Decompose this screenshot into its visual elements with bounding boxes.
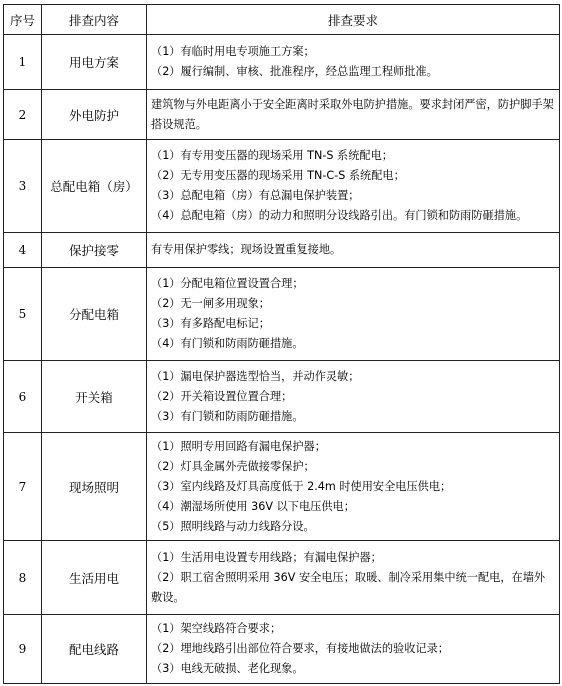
row-requirement <box>147 433 560 541</box>
requirement-line: （4）总配电箱（房）的动力和照明分设线路引出。有门锁和防雨防砸措施。 <box>151 209 528 222</box>
header-no: 序号 <box>4 5 42 35</box>
row-item: 外电防护 <box>42 90 147 140</box>
requirement-line: （1）有专用变压器的现场采用 TN-S 系统配电； <box>151 149 393 162</box>
requirement-line: 有专用保护零线；现场设置重复接地。 <box>151 243 342 256</box>
requirement-line: （2）无专用变压器的现场采用 TN-C-S 系统配电； <box>151 169 405 182</box>
requirement-line: 建筑物与外电距离小于安全距离时采取外电防护措施。要求封闭严密，防护脚手架搭设规范。 <box>151 97 554 131</box>
row-number: 1 <box>4 35 42 90</box>
row-item: 现场照明 <box>42 433 147 541</box>
requirement-line: （5）照明线路与动力线路分设。 <box>151 519 315 533</box>
requirement-line: （2）履行编制、审核、批准程序，经总监理工程师批准。 <box>151 65 438 78</box>
row-requirement <box>147 35 560 90</box>
row-item: 分配电箱 <box>42 268 147 361</box>
requirement-line: （1）生活用电设置专用线路；有漏电保护器； <box>151 550 382 564</box>
table-row <box>4 90 560 140</box>
row-item: 生活用电 <box>42 541 147 615</box>
row-item: 保护接零 <box>42 233 147 268</box>
row-requirement <box>147 268 560 361</box>
row-requirement <box>147 541 560 615</box>
row-item: 总配电箱（房） <box>42 140 147 233</box>
requirement-line: （1）漏电保护器选型恰当，并动作灵敏； <box>151 369 360 383</box>
row-number: 4 <box>4 233 42 268</box>
row-requirement <box>147 140 560 233</box>
requirement-line: （1）有临时用电专项施工方案； <box>151 45 315 58</box>
header-item: 排查内容 <box>42 5 147 35</box>
row-requirement <box>147 90 560 140</box>
requirement-line: （1）照明专用回路有漏电保护器； <box>151 439 326 453</box>
requirement-line: （1）架空线路符合要求； <box>151 622 282 635</box>
row-number: 6 <box>4 361 42 433</box>
table-row <box>4 433 560 541</box>
row-number: 8 <box>4 541 42 615</box>
row-item: 用电方案 <box>42 35 147 90</box>
requirement-line: （2）灯具金属外壳做接零保护； <box>151 459 315 473</box>
requirement-line: （4）潮湿场所使用 36V 以下电压供电； <box>151 499 355 513</box>
requirement-line: （3）总配电箱（房）有总漏电保护装置； <box>151 189 360 202</box>
requirement-line: （2）职工宿舍照明采用 36V 安全电压；取暖、制冷采用集中统一配电，在墙外敷设。 <box>151 570 546 604</box>
inspection-table <box>3 4 560 684</box>
table-row <box>4 541 560 615</box>
requirement-line: （2）埋地线路引出部位符合要求，有接地做法的验收记录； <box>151 642 449 655</box>
row-number: 3 <box>4 140 42 233</box>
requirement-line: （2）无一闸多用现象； <box>151 297 270 310</box>
requirement-line: （3）有多路配电标记； <box>151 317 270 330</box>
table-row <box>4 361 560 433</box>
row-number: 5 <box>4 268 42 361</box>
header-requirement: 排查要求 <box>147 5 560 35</box>
requirement-line: （3）室内线路及灯具高度低于 2.4m 时使用安全电压供电； <box>151 479 452 493</box>
table-row <box>4 140 560 233</box>
requirement-line: （1）分配电箱位置设置合理； <box>151 277 304 290</box>
row-number: 7 <box>4 433 42 541</box>
table-row <box>4 615 560 684</box>
requirement-line: （4）有门锁和防雨防砸措施。 <box>151 337 304 350</box>
header-row <box>4 5 560 35</box>
table-row <box>4 233 560 268</box>
row-number: 9 <box>4 615 42 684</box>
row-number: 2 <box>4 90 42 140</box>
requirement-line: （3）电线无破损、老化现象。 <box>151 662 304 675</box>
table-row <box>4 35 560 90</box>
table-row <box>4 268 560 361</box>
row-requirement <box>147 361 560 433</box>
requirement-line: （3）有门锁和防雨防砸措施。 <box>151 409 304 423</box>
row-item: 开关箱 <box>42 361 147 433</box>
requirement-line: （2）开关箱设置位置合理； <box>151 389 293 403</box>
row-requirement <box>147 615 560 684</box>
row-requirement <box>147 233 560 268</box>
row-item: 配电线路 <box>42 615 147 684</box>
